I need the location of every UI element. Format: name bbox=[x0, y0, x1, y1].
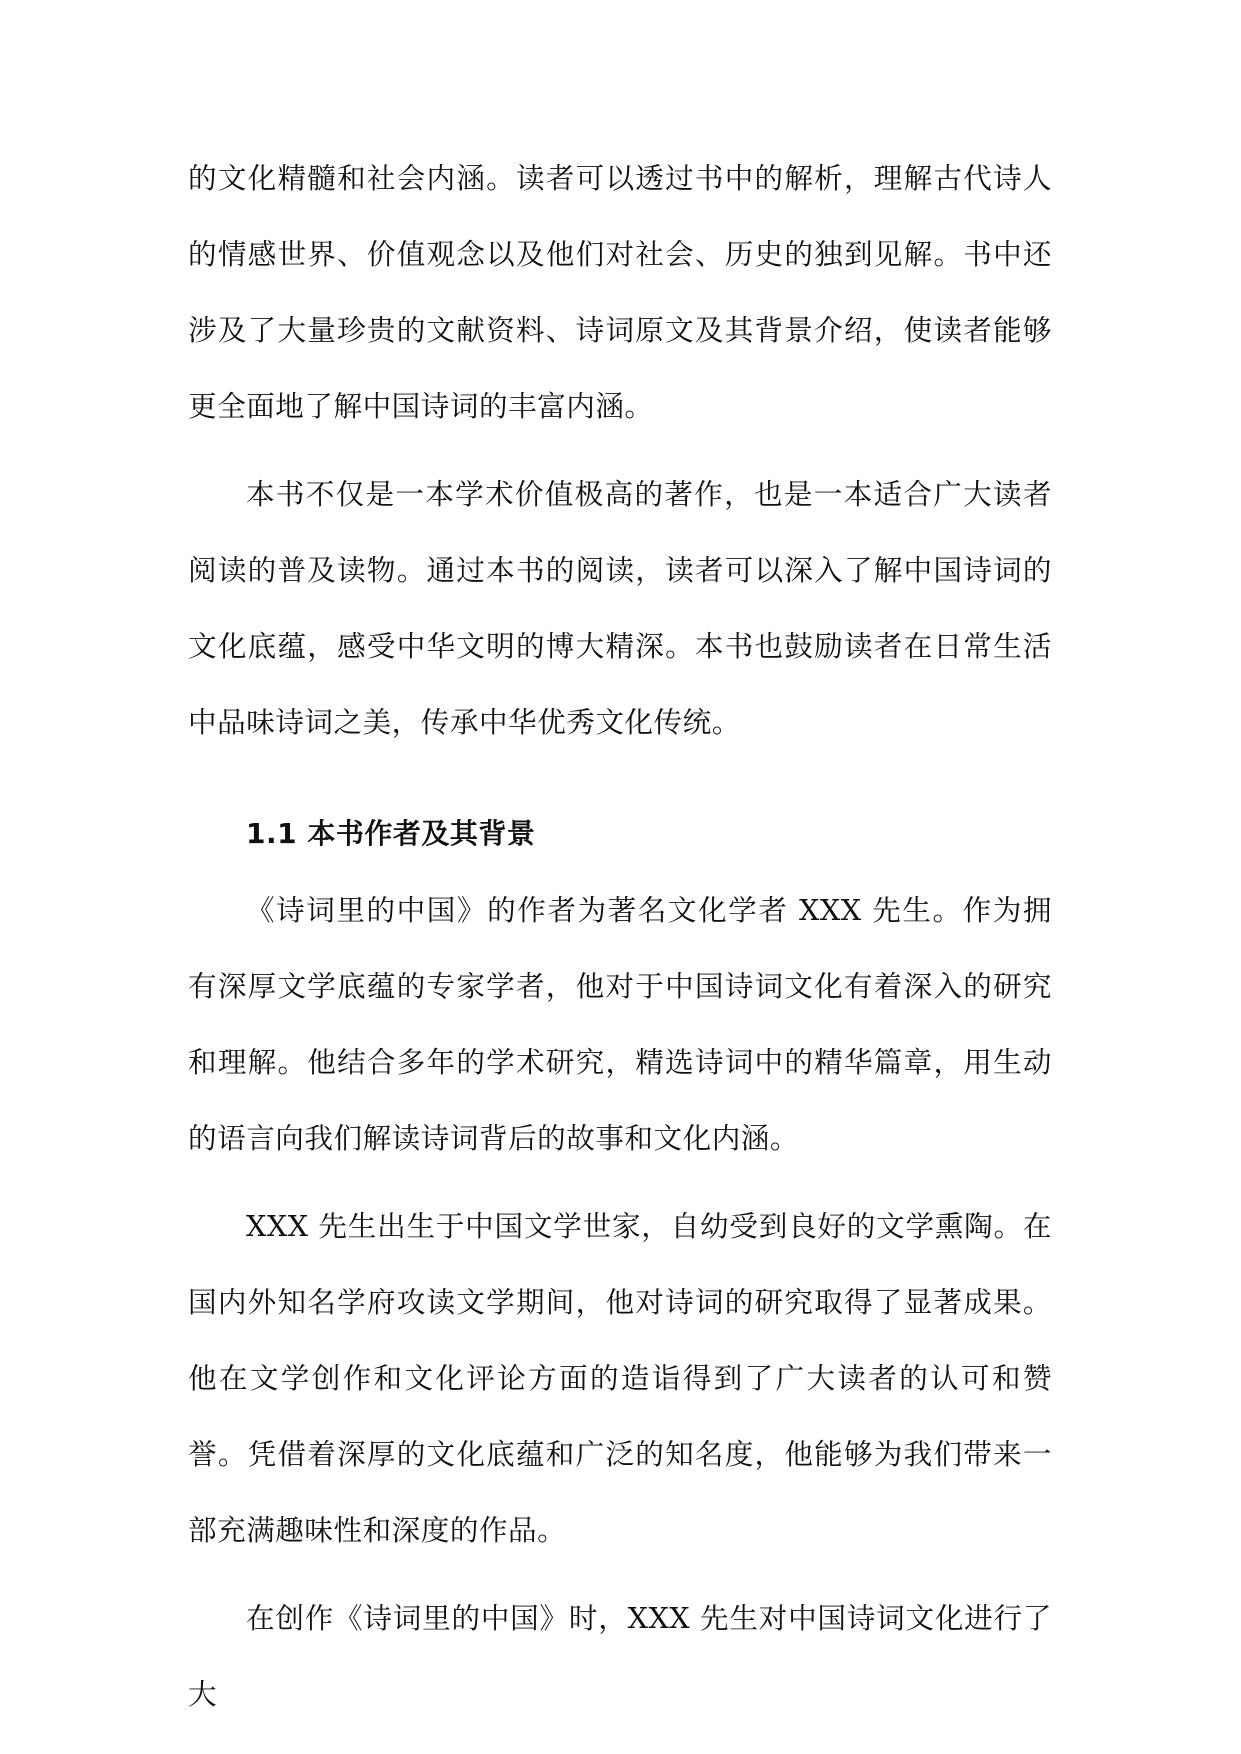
paragraph-continued: 的文化精髓和社会内涵。读者可以透过书中的解析，理解古代诗人的情感世界、价值观念以及他们对社会、历史的独到见解。书中还涉及了大量珍贵的文献资料、诗词原文及其背景介绍，使读者能够更全面地了解中国诗词的丰富内涵。 bbox=[188, 161, 1052, 423]
section-heading: 1.1 本书作者及其背景 bbox=[246, 817, 536, 850]
paragraph: 《诗词里的中国》的作者为著名文化学者 XXX 先生。作为拥有深厚文学底蕴的专家学者，他对于中国诗词文化有着深入的研究和理解。他结合多年的学术研究，精选诗词中的精华篇章，用生动的语言向我们解读诗词背后的故事和文化内涵。 bbox=[188, 893, 1052, 1155]
paragraph: XXX 先生出生于中国文学世家，自幼受到良好的文学熏陶。在国内外知名学府攻读文学期间，他对诗词的研究取得了显著成果。他在文学创作和文化评论方面的造诣得到了广大读者的认可和赞誉。凭借着深厚的文化底蕴和广泛的知名度，他能够为我们带来一部充满趣味性和深度的作品。 bbox=[188, 1209, 1052, 1547]
document-body bbox=[188, 140, 1052, 1732]
paragraph: 在创作《诗词里的中国》时，XXX 先生对中国诗词文化进行了大 bbox=[188, 1601, 1052, 1711]
paragraph: 本书不仅是一本学术价值极高的著作，也是一本适合广大读者阅读的普及读物。通过本书的阅读，读者可以深入了解中国诗词的文化底蕴，感受中华文明的博大精深。本书也鼓励读者在日常生活中品味诗词之美，传承中华优秀文化传统。 bbox=[188, 477, 1052, 739]
